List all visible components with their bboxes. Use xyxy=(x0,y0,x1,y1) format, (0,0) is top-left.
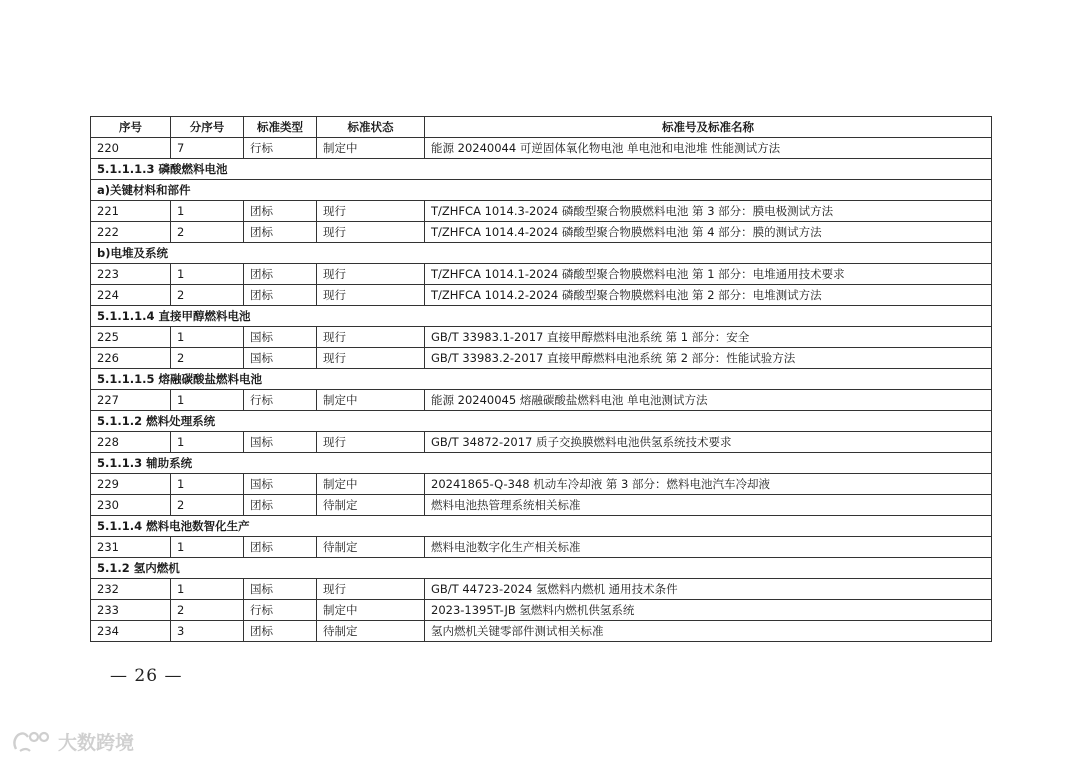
cell-subseq: 2 xyxy=(171,348,244,369)
section-title: 5.1.1.3 辅助系统 xyxy=(91,453,992,474)
cell-type: 国标 xyxy=(244,348,317,369)
cell-seq: 225 xyxy=(91,327,171,348)
cell-subseq: 1 xyxy=(171,327,244,348)
cell-status: 现行 xyxy=(317,327,425,348)
cell-subseq: 7 xyxy=(171,138,244,159)
cell-type: 国标 xyxy=(244,474,317,495)
section-row xyxy=(91,306,992,327)
cell-subseq: 1 xyxy=(171,390,244,411)
cell-type: 行标 xyxy=(244,390,317,411)
watermark xyxy=(10,728,134,755)
cell-subseq: 2 xyxy=(171,285,244,306)
cell-standard: GB/T 44723-2024 氢燃料内燃机 通用技术条件 xyxy=(425,579,992,600)
section-row xyxy=(91,516,992,537)
cell-type: 团标 xyxy=(244,537,317,558)
cell-status: 待制定 xyxy=(317,537,425,558)
cell-status: 制定中 xyxy=(317,390,425,411)
cell-standard: T/ZHFCA 1014.2-2024 磷酸型聚合物膜燃料电池 第 2 部分：电堆测试方法 xyxy=(425,285,992,306)
section-title: 5.1.1.1.4 直接甲醇燃料电池 xyxy=(91,306,992,327)
cell-standard: 2023-1395T-JB 氢燃料内燃机供氢系统 xyxy=(425,600,992,621)
table-row xyxy=(91,432,992,453)
table-row xyxy=(91,390,992,411)
table-row xyxy=(91,537,992,558)
watermark-text: 大数跨境 xyxy=(58,732,135,754)
cell-standard: GB/T 33983.2-2017 直接甲醇燃料电池系统 第 2 部分：性能试验方法 xyxy=(425,348,992,369)
table-header-row xyxy=(91,117,992,138)
cell-type: 团标 xyxy=(244,495,317,516)
cell-type: 行标 xyxy=(244,138,317,159)
section-row xyxy=(91,180,992,201)
cell-standard: 20241865-Q-348 机动车冷却液 第 3 部分：燃料电池汽车冷却液 xyxy=(425,474,992,495)
cell-type: 团标 xyxy=(244,621,317,642)
cell-seq: 226 xyxy=(91,348,171,369)
section-title: 5.1.1.1.3 磷酸燃料电池 xyxy=(91,159,992,180)
cell-status: 制定中 xyxy=(317,138,425,159)
table-row xyxy=(91,474,992,495)
cell-seq: 222 xyxy=(91,222,171,243)
cell-status: 待制定 xyxy=(317,495,425,516)
section-row xyxy=(91,411,992,432)
cell-seq: 231 xyxy=(91,537,171,558)
cell-subseq: 2 xyxy=(171,600,244,621)
table-row xyxy=(91,600,992,621)
cell-seq: 223 xyxy=(91,264,171,285)
section-row xyxy=(91,243,992,264)
section-title: 5.1.2 氢内燃机 xyxy=(91,558,992,579)
cell-subseq: 1 xyxy=(171,474,244,495)
cell-subseq: 1 xyxy=(171,537,244,558)
cell-standard: T/ZHFCA 1014.1-2024 磷酸型聚合物膜燃料电池 第 1 部分：电堆通用技术要求 xyxy=(425,264,992,285)
cell-type: 行标 xyxy=(244,600,317,621)
header-standard: 标准号及标准名称 xyxy=(425,117,992,138)
cell-standard: T/ZHFCA 1014.3-2024 磷酸型聚合物膜燃料电池 第 3 部分：膜电极测试方法 xyxy=(425,201,992,222)
section-title: b)电堆及系统 xyxy=(91,243,992,264)
cell-status: 现行 xyxy=(317,348,425,369)
cell-standard: 能源 20240044 可逆固体氧化物电池 单电池和电池堆 性能测试方法 xyxy=(425,138,992,159)
cell-standard: GB/T 34872-2017 质子交换膜燃料电池供氢系统技术要求 xyxy=(425,432,992,453)
cell-status: 现行 xyxy=(317,285,425,306)
cell-standard: T/ZHFCA 1014.4-2024 磷酸型聚合物膜燃料电池 第 4 部分：膜的测试方法 xyxy=(425,222,992,243)
table-row xyxy=(91,138,992,159)
section-row xyxy=(91,453,992,474)
header-type: 标准类型 xyxy=(244,117,317,138)
header-status: 标准状态 xyxy=(317,117,425,138)
cell-type: 国标 xyxy=(244,579,317,600)
cell-seq: 227 xyxy=(91,390,171,411)
cell-seq: 221 xyxy=(91,201,171,222)
brand-logo-icon xyxy=(10,729,52,755)
section-title: 5.1.1.1.5 熔融碳酸盐燃料电池 xyxy=(91,369,992,390)
cell-subseq: 1 xyxy=(171,264,244,285)
cell-type: 团标 xyxy=(244,285,317,306)
section-title: 5.1.1.2 燃料处理系统 xyxy=(91,411,992,432)
cell-status: 现行 xyxy=(317,201,425,222)
cell-type: 国标 xyxy=(244,432,317,453)
table-row xyxy=(91,201,992,222)
cell-standard: GB/T 33983.1-2017 直接甲醇燃料电池系统 第 1 部分：安全 xyxy=(425,327,992,348)
table-row xyxy=(91,621,992,642)
cell-status: 制定中 xyxy=(317,474,425,495)
cell-subseq: 1 xyxy=(171,579,244,600)
section-row xyxy=(91,369,992,390)
table-row xyxy=(91,579,992,600)
cell-standard: 能源 20240045 熔融碳酸盐燃料电池 单电池测试方法 xyxy=(425,390,992,411)
cell-status: 现行 xyxy=(317,432,425,453)
standards-table xyxy=(90,116,992,642)
section-row xyxy=(91,558,992,579)
cell-status: 制定中 xyxy=(317,600,425,621)
cell-status: 现行 xyxy=(317,222,425,243)
cell-seq: 232 xyxy=(91,579,171,600)
table-row xyxy=(91,264,992,285)
cell-standard: 氢内燃机关键零部件测试相关标准 xyxy=(425,621,992,642)
cell-subseq: 2 xyxy=(171,495,244,516)
cell-status: 现行 xyxy=(317,264,425,285)
cell-status: 现行 xyxy=(317,579,425,600)
table-row xyxy=(91,327,992,348)
header-seq: 序号 xyxy=(91,117,171,138)
cell-subseq: 2 xyxy=(171,222,244,243)
table-row xyxy=(91,495,992,516)
cell-type: 团标 xyxy=(244,201,317,222)
cell-seq: 230 xyxy=(91,495,171,516)
cell-seq: 234 xyxy=(91,621,171,642)
cell-subseq: 1 xyxy=(171,432,244,453)
table-row xyxy=(91,222,992,243)
cell-type: 团标 xyxy=(244,222,317,243)
table-body xyxy=(91,138,992,642)
cell-seq: 233 xyxy=(91,600,171,621)
cell-status: 待制定 xyxy=(317,621,425,642)
cell-subseq: 3 xyxy=(171,621,244,642)
table-row xyxy=(91,285,992,306)
cell-seq: 228 xyxy=(91,432,171,453)
page-number: — 26 — xyxy=(110,666,183,686)
cell-seq: 229 xyxy=(91,474,171,495)
table-row xyxy=(91,348,992,369)
section-row xyxy=(91,159,992,180)
cell-type: 团标 xyxy=(244,264,317,285)
cell-subseq: 1 xyxy=(171,201,244,222)
cell-seq: 224 xyxy=(91,285,171,306)
cell-seq: 220 xyxy=(91,138,171,159)
cell-standard: 燃料电池数字化生产相关标准 xyxy=(425,537,992,558)
section-title: a)关键材料和部件 xyxy=(91,180,992,201)
cell-standard: 燃料电池热管理系统相关标准 xyxy=(425,495,992,516)
cell-type: 国标 xyxy=(244,327,317,348)
header-subseq: 分序号 xyxy=(171,117,244,138)
section-title: 5.1.1.4 燃料电池数智化生产 xyxy=(91,516,992,537)
